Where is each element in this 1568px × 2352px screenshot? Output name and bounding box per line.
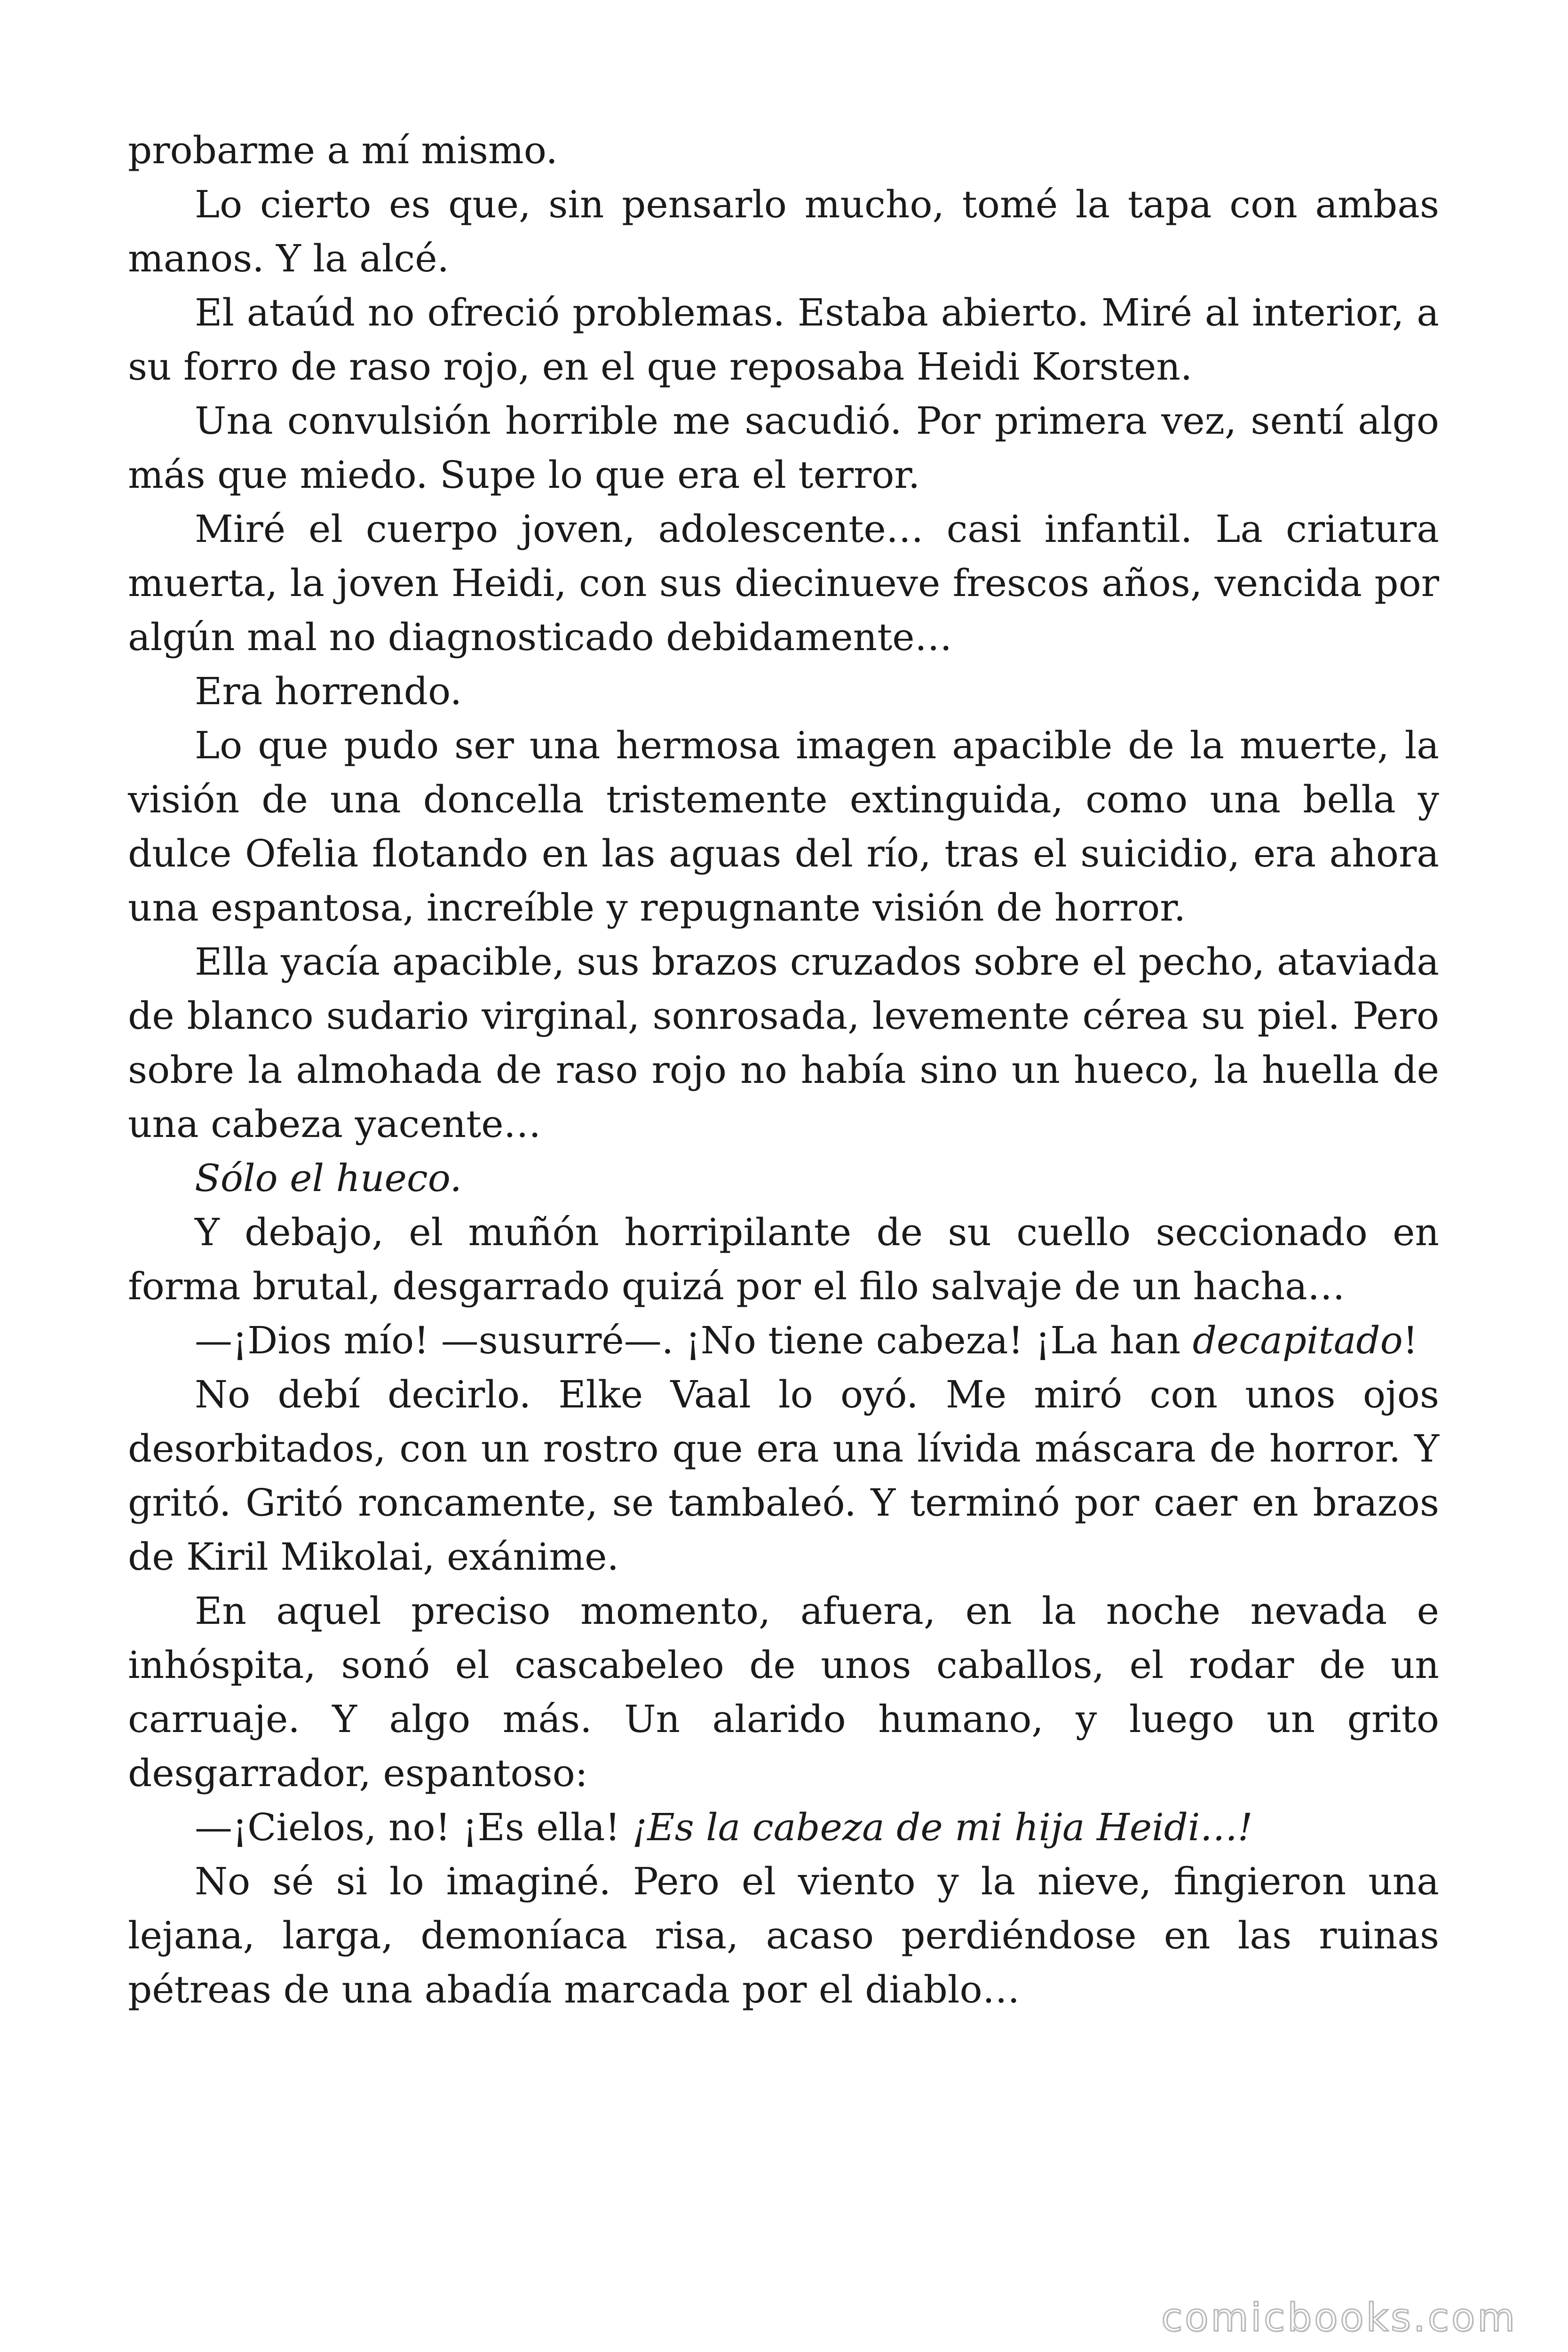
text-run: No sé si lo imaginé. Pero el viento y la nieve, fingieron una lejana, larga, demoníaca risa, acaso perdiéndose en las ruinas pétreas de una abadía marcada por el diablo… (128, 1859, 1439, 2011)
paragraph (128, 502, 1439, 664)
italic-text: ¡Es la cabeza de mi hija Heidi…! (632, 1805, 1253, 1849)
paragraph (128, 664, 1439, 718)
text-run: Miré el cuerpo joven, adolescente… casi infantil. La criatura muerta, la joven Heidi, con sus diecinueve frescos años, vencida por algún mal no diagnosticado debidamente… (128, 507, 1439, 659)
paragraph (128, 1367, 1439, 1584)
italic-text: Sólo el hueco. (195, 1156, 462, 1200)
text-run: —¡Cielos, no! ¡Es ella! (195, 1805, 633, 1849)
paragraph (128, 1800, 1439, 1854)
text-run: Y debajo, el muñón horripilante de su cuello seccionado en forma brutal, desgarrado quizá por el filo salvaje de un hacha… (128, 1210, 1439, 1308)
text-run: Era horrendo. (195, 669, 462, 713)
text-run: El ataúd no ofreció problemas. Estaba abierto. Miré al interior, a su forro de raso rojo, en el que reposaba Heidi Korsten. (128, 291, 1439, 389)
text-run: En aquel preciso momento, afuera, en la noche nevada e inhóspita, sonó el cascabeleo de unos caballos, el rodar de un carruaje. Y algo más. Un alarido humano, y luego un grito desgarrador, espantoso: (128, 1589, 1439, 1795)
paragraph (128, 1151, 1439, 1205)
text-run: probarme a mí mismo. (128, 128, 558, 172)
paragraph (128, 718, 1439, 935)
paragraph (128, 394, 1439, 502)
watermark: comicbooks.com (1161, 2296, 1517, 2340)
paragraph (128, 1313, 1439, 1367)
body-text (128, 123, 1439, 2017)
text-run: Lo que pudo ser una hermosa imagen apacible de la muerte, la visión de una doncella tristemente extinguida, como una bella y dulce Ofelia flotando en las aguas del río, tras el suicidio, era ahora una espantosa, increíble y repugnante visión de horror. (128, 723, 1439, 930)
text-run: Una convulsión horrible me sacudió. Por primera vez, sentí algo más que miedo. Supe lo que era el terror. (128, 399, 1439, 497)
paragraph (128, 1205, 1439, 1313)
paragraph (128, 1854, 1439, 2017)
text-run: —¡Dios mío! —susurré—. ¡No tiene cabeza! ¡La han (195, 1319, 1193, 1362)
paragraph (128, 935, 1439, 1151)
paragraph (128, 1584, 1439, 1800)
italic-text: decapitado (1192, 1319, 1403, 1362)
text-run: No debí decirlo. Elke Vaal lo oyó. Me miró con unos ojos desorbitados, con un rostro que era una lívida máscara de horror. Y gritó. Gritó roncamente, se tambaleó. Y terminó por caer en brazos de Kiril Mikolai, exánime. (128, 1373, 1439, 1579)
paragraph (128, 177, 1439, 286)
paragraph (128, 123, 1439, 177)
text-run: ! (1402, 1319, 1418, 1362)
text-run: Lo cierto es que, sin pensarlo mucho, tomé la tapa con ambas manos. Y la alcé. (128, 183, 1439, 280)
paragraph (128, 286, 1439, 394)
text-run: Ella yacía apacible, sus brazos cruzados sobre el pecho, ataviada de blanco sudario virginal, sonrosada, levemente cérea su piel. Pero sobre la almohada de raso rojo no había sino un hueco, la huella de una cabeza yacente… (128, 940, 1439, 1146)
